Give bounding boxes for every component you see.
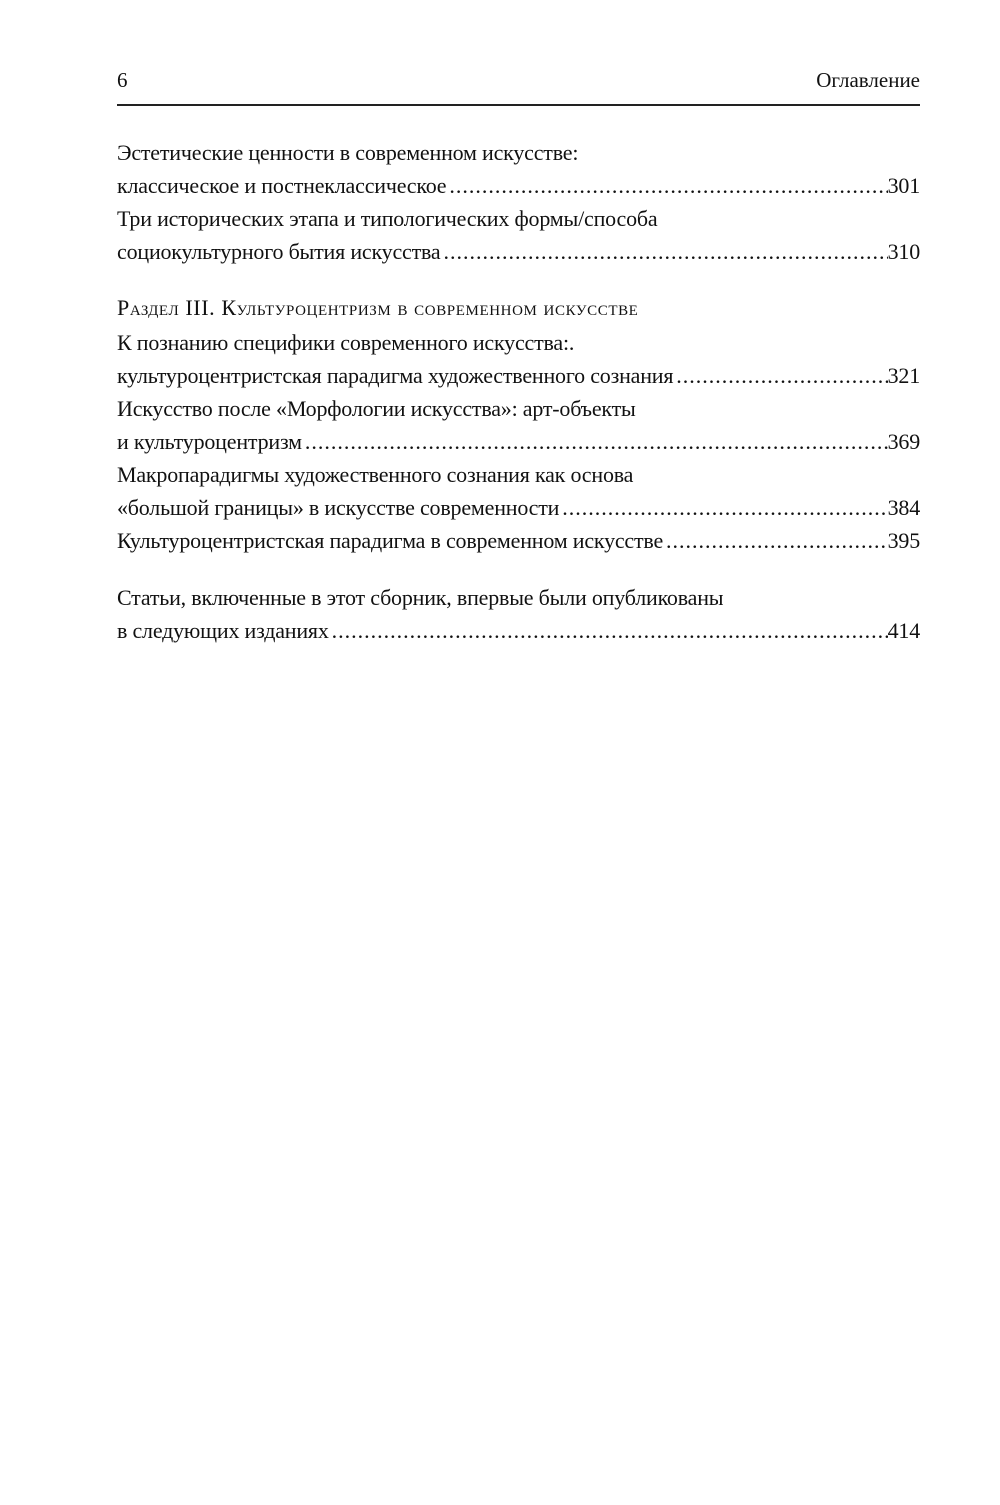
table-of-contents — [117, 136, 920, 647]
toc-entry[interactable] — [117, 392, 920, 458]
toc-page-number: 414 — [887, 618, 920, 643]
toc-entry[interactable] — [117, 136, 920, 202]
toc-entry-text: Эстетические ценности в современном искусстве: — [117, 140, 579, 165]
leader-dots — [302, 425, 888, 458]
toc-entry-text: Статьи, включенные в этот сборник, впервые были опубликованы — [117, 585, 724, 610]
toc-entry-text: в следующих изданиях — [117, 618, 329, 643]
toc-entry-text: Искусство после «Морфологии искусства»: арт-объекты — [117, 396, 636, 421]
toc-entry-text: классическое и постнеклассическое — [117, 173, 447, 198]
leader-dots — [559, 491, 887, 524]
toc-entry[interactable] — [117, 524, 920, 557]
running-header — [117, 66, 920, 106]
toc-entry-text: К познанию специфики современного искусства:. — [117, 330, 575, 355]
leader-dots — [663, 524, 888, 557]
toc-page-number: 384 — [887, 495, 920, 520]
running-head: Оглавление — [816, 68, 920, 92]
toc-page-number: 310 — [887, 239, 920, 264]
page-number: 6 — [117, 68, 128, 92]
toc-entry-text: социокультурного бытия искусства — [117, 239, 441, 264]
leader-dots — [446, 169, 887, 202]
toc-entry[interactable] — [117, 581, 920, 647]
toc-entry-text: культуроцентристская парадигма художественного сознания — [117, 363, 674, 388]
leader-dots — [673, 359, 887, 392]
toc-entry[interactable] — [117, 326, 920, 392]
toc-entry-text: Культуроцентристская парадигма в современном искусстве — [117, 528, 664, 553]
toc-entry-text: Макропарадигмы художественного сознания как основа — [117, 462, 634, 487]
toc-page-number: 321 — [887, 363, 920, 388]
toc-entry[interactable] — [117, 202, 920, 268]
toc-entry-text: «большой границы» в искусстве современности — [117, 495, 560, 520]
toc-entry[interactable] — [117, 458, 920, 524]
toc-page-number: 395 — [887, 528, 920, 553]
toc-page-number: 369 — [887, 429, 920, 454]
toc-entry-text: и культуроцентризм — [117, 429, 302, 454]
toc-page-number: 301 — [887, 173, 920, 198]
section-heading: Раздел III. Культуроцентризм в современном искусстве — [117, 295, 639, 320]
toc-entry-text: Три исторических этапа и типологических формы/способа — [117, 206, 658, 231]
leader-dots — [329, 614, 888, 647]
leader-dots — [440, 235, 887, 268]
